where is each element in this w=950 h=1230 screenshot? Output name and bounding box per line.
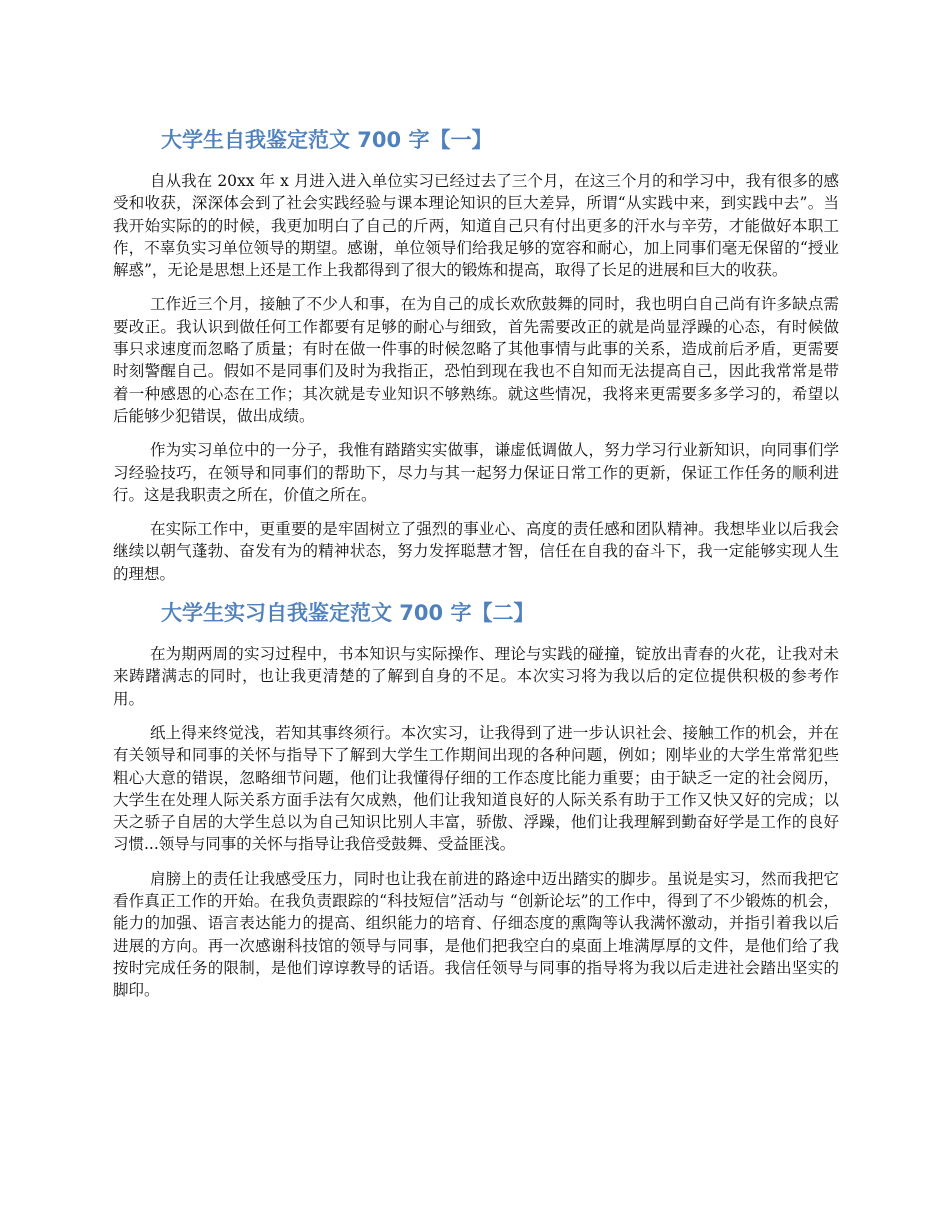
section-2-paragraph-3: 肩膀上的责任让我感受压力，同时也让我在前进的路途中迈出踏实的脚步。虽说是实习，然而我把它看作真正工作的开始。在我负责跟踪的“科技短信”活动与 “创新论坛”的工作中，得到了不少锻炼的机会，能力的加强、语言表达能力的提高、组织能力的培育、仔细态度的熏陶等认我满怀激动，并指引着我以后进展的方向。再一次感谢科技馆的领导与同事，是他们把我空白的桌面上堆满厚厚的文件，是他们给了我按时完成任务的限制，是他们谆谆教导的话语。我信任领导与同事的指导将为我以后走进社会踏出坚实的脚印。	[113, 869, 839, 1000]
section-2-paragraph-1: 在为期两周的实习过程中，书本知识与实际操作、理论与实践的碰撞，锭放出青春的火花，让我对未来踌躇满志的同时，也让我更清楚的了解到自身的不足。本次实习将为我以后的定位提供积极的参考作用。	[113, 645, 839, 708]
section-1-paragraph-1: 自从我在 20xx 年 x 月进入进入单位实习已经过去了三个月，在这三个月的和学习中，我有很多的感受和收获，深深体会到了社会实践经验与课本理论知识的巨大差异，所谓“从实践中来，到实践中去”。当我开始实际的的时候，我更加明白了自己的斤两，知道自己只有付出更多的汗水与辛劳，才能做好本职工作，不辜负实习单位领导的期望。感谢，单位领导们给我足够的宽容和耐心，加上同事们毫无保留的“授业解惑”，无论是思想上还是工作上我都得到了很大的锻炼和提高，取得了长足的进展和巨大的收获。	[113, 172, 839, 280]
section-2-paragraph-2: 纸上得来终觉浅，若知其事终须行。本次实习，让我得到了进一步认识社会、接触工作的机会，并在有关领导和同事的关怀与指导下了解到大学生工作期间出现的各种问题，例如；刚毕业的大学生常常犯些粗心大意的错误，忽略细节问题，他们让我懂得仔细的工作态度比能力重要；由于缺乏一定的社会阅历，大学生在处理人际关系方面手法有欠成熟，他们让我知道良好的人际关系有助于工作又快又好的完成；以天之骄子自居的大学生总以为自己知识比别人丰富，骄傲、浮躁，他们让我理解到勤奋好学是工作的良好习惯...领导与同事的关怀与指导让我倍受鼓舞、受益匪浅。	[113, 723, 839, 854]
section-1-heading: 大学生自我鉴定范文 700 字【一】	[161, 128, 493, 152]
section-1-paragraph-4: 在实际工作中，更重要的是牢固树立了强烈的事业心、高度的责任感和团队精神。我想毕业以后我会继续以朝气蓬勃、奋发有为的精神状态，努力发挥聪慧才智，信任在自我的奋斗下，我一定能够实现人生的理想。	[113, 520, 839, 583]
section-2-heading: 大学生实习自我鉴定范文 700 字【二】	[161, 601, 535, 626]
section-1-paragraph-2: 工作近三个月，接触了不少人和事，在为自己的成长欢欣鼓舞的同时，我也明白自己尚有许多缺点需要改正。我认识到做任何工作都要有足够的耐心与细致，首先需要改正的就是尚显浮躁的心态，有时候做事只求速度而忽略了质量；有时在做一件事的时候忽略了其他事情与此事的关系，造成前后矛盾，更需要时刻警醒自己。假如不是同事们及时为我指正，恐怕到现在我也不自知而无法提高自己，因此我常常是带着一种感恩的心态在工作；其次就是专业知识不够熟练。就这些情况，我将来更需要多多学习的，希望以后能够少犯错误，做出成绩。	[113, 295, 839, 425]
document-page	[113, 124, 839, 1014]
section-1-paragraph-3: 作为实习单位中的一分子，我惟有踏踏实实做事，谦虚低调做人，努力学习行业新知识，向同事们学习经验技巧，在领导和同事们的帮助下，尽力与其一起努力保证日常工作的更新，保证工作任务的顺利进行。这是我职责之所在，价值之所在。	[113, 441, 839, 504]
